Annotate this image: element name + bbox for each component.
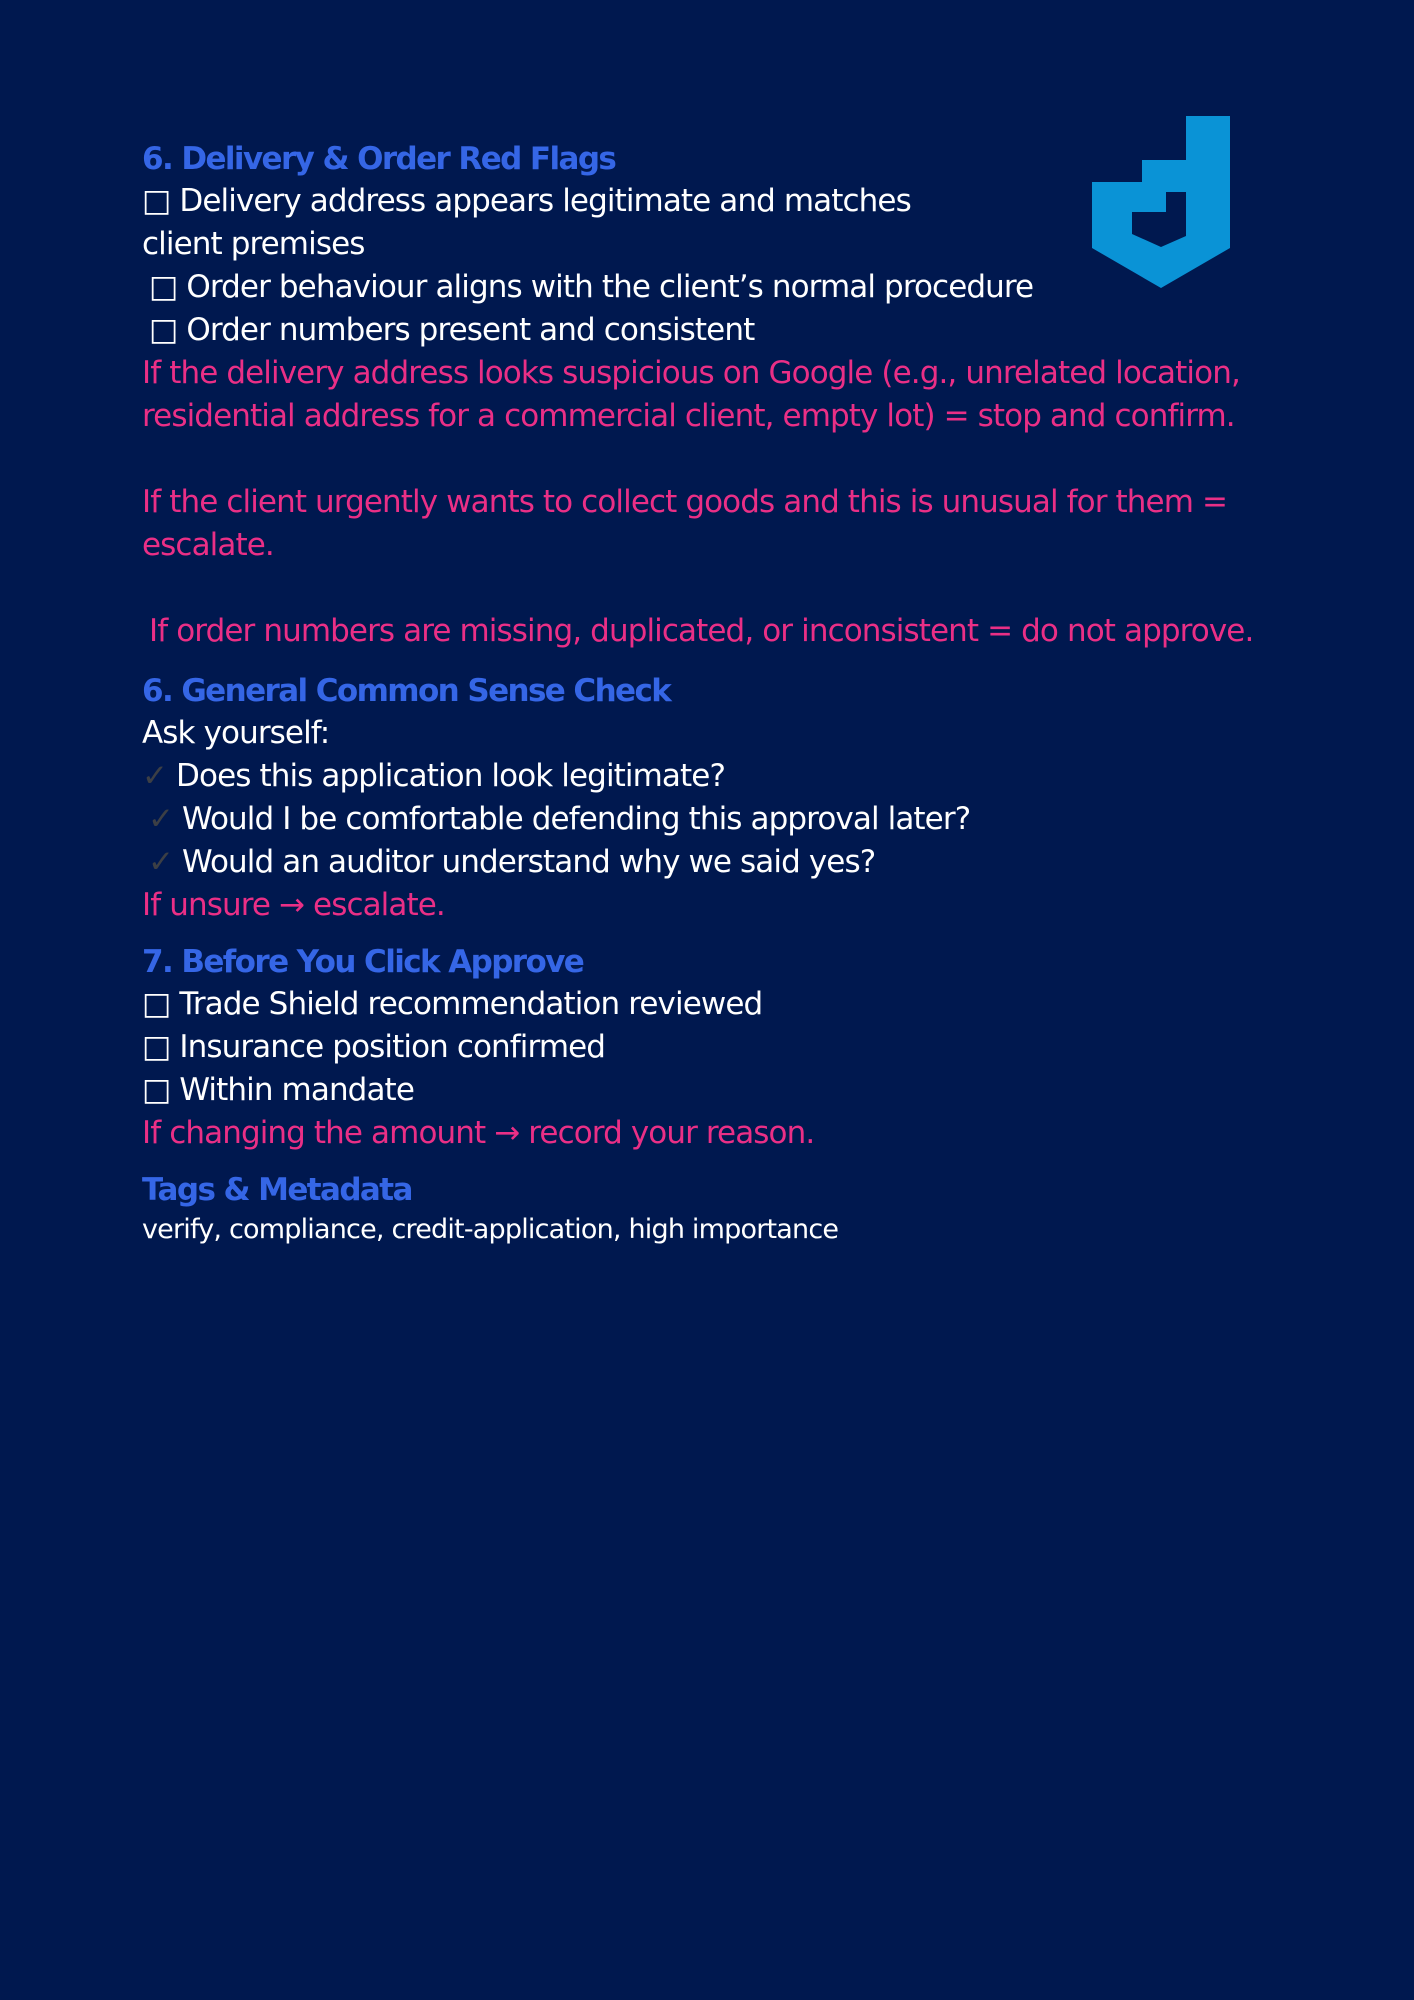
alert-text: If unsure → escalate. — [142, 887, 445, 923]
checklist-item: □ Order numbers present and consistent — [149, 312, 755, 348]
section-heading-tags: Tags & Metadata — [142, 1172, 412, 1208]
alert-text: residential address for a commercial client, empty lot) = stop and confirm. — [142, 398, 1235, 434]
alert-text: escalate. — [142, 527, 274, 563]
document-body — [142, 138, 1292, 1249]
checkmark-icon: ✓ — [148, 844, 174, 880]
alert-text: If the delivery address looks suspicious on Google (e.g., unrelated location, — [142, 355, 1240, 391]
question-item — [142, 798, 1292, 841]
question-text: Would I be comfortable defending this approval later? — [182, 801, 971, 837]
alert-text: If order numbers are missing, duplicated, or inconsistent = do not approve. — [149, 613, 1254, 649]
question-text: Would an auditor understand why we said yes? — [182, 844, 876, 880]
question-item — [142, 841, 1292, 884]
alert-text: If changing the amount → record your reason. — [142, 1115, 815, 1151]
checklist-item-continued: client premises — [142, 226, 365, 262]
checklist-item: □ Insurance position confirmed — [142, 1029, 606, 1065]
checklist-item: □ Within mandate — [142, 1072, 414, 1108]
section-heading-approve: 7. Before You Click Approve — [142, 944, 584, 980]
checkmark-icon: ✓ — [148, 801, 174, 837]
checklist-item: □ Trade Shield recommendation reviewed — [142, 986, 763, 1022]
checklist-item: □ Order behaviour aligns with the client’s normal procedure — [149, 269, 1034, 305]
section-heading-delivery: 6. Delivery & Order Red Flags — [142, 141, 616, 177]
alert-text: If the client urgently wants to collect goods and this is unusual for them = — [142, 484, 1228, 520]
checklist-item: □ Delivery address appears legitimate and matches — [142, 183, 911, 219]
question-item — [142, 755, 1292, 798]
section-heading-common-sense: 6. General Common Sense Check — [142, 673, 671, 709]
tags-list: verify, compliance, credit-application, high importance — [142, 1214, 839, 1245]
question-text: Does this application look legitimate? — [176, 758, 726, 794]
intro-text: Ask yourself: — [142, 715, 330, 751]
checkmark-icon: ✓ — [142, 758, 168, 794]
